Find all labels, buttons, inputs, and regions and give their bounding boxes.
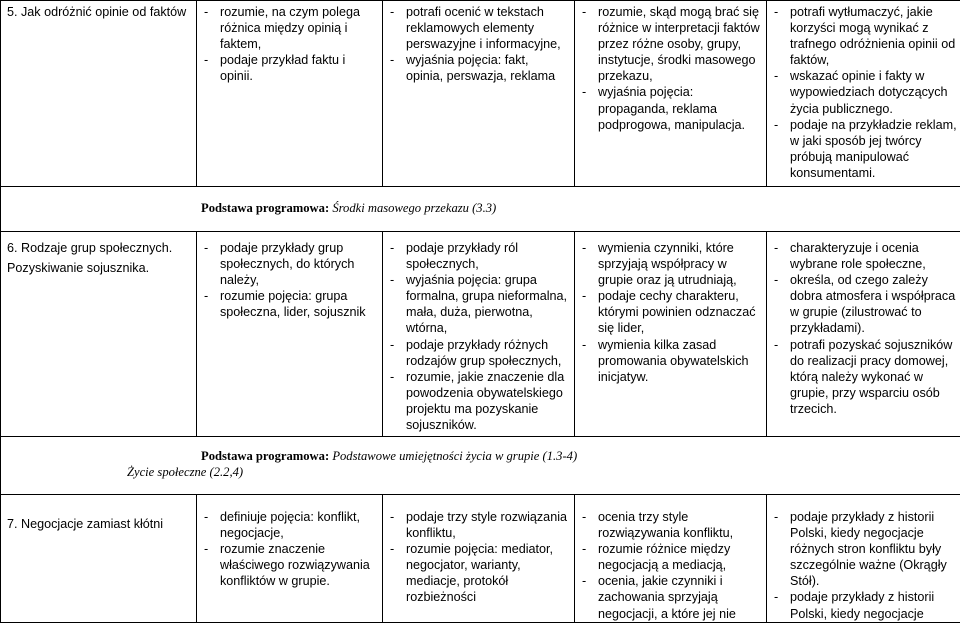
requirements-cell [383,1,575,187]
podstawa-cell [1,437,960,495]
topic-cell [1,232,197,437]
requirements-cell [197,1,383,187]
list-item: - wskazać opinie i fakty w wypowiedziach dotyczących życia publicznego. [772,68,957,116]
topic-title: 6. Rodzaje grup społecznych. [7,240,190,256]
requirements-cell [767,232,960,437]
list-item: - rozumie, jakie znaczenie dla powodzenia obywatelskiego projektu ma pozyskanie sojuszników. [388,369,569,433]
list-item: - ocenia trzy style rozwiązywania konfliktu, [580,509,761,541]
list-item: - podaje przykład faktu i opinii. [202,52,377,84]
list-item: - wyjaśnia pojęcia: propaganda, reklama podprogowa, manipulacja. [580,84,761,132]
requirements-cell [383,495,575,623]
list-item: - potrafi ocenić w tekstach reklamowych elementy perswazyjne i informacyjne, [388,4,569,52]
podstawa-text: Podstawowe umiejętności życia w grupie (1.3-4) [332,449,577,463]
requirements-cell [383,232,575,437]
podstawa-label: Podstawa programowa: [201,449,329,463]
list-item: - rozumie, skąd mogą brać się różnice w interpretacji faktów przez różne osoby, grupy, instytucje, środki masowego przekazu, [580,4,761,84]
topic-subtitle: Pozyskiwanie sojusznika. [7,260,190,276]
list-item: - podaje na przykładzie reklam, w jaki sposób jej twórcy próbują manipulować konsumentami. [772,117,957,181]
table-row [1,495,960,623]
requirements-cell [767,1,960,187]
list-item: - rozumie, na czym polega różnica między opinią i faktem, [202,4,377,52]
requirements-cell [767,495,960,623]
list-item: - podaje przykłady z historii Polski, kiedy negocjacje różnych stron konfliktu były szczególnie ważne (Okrągły Stół). [772,509,957,589]
list-item: - rozumie znaczenie właściwego rozwiązywania konfliktów w grupie. [202,541,377,589]
list-item: - definiuje pojęcia: konflikt, negocjacje, [202,509,377,541]
topic-cell [1,495,197,623]
list-item: - wymienia kilka zasad promowania obywatelskich inicjatyw. [580,337,761,385]
list-item: - podaje przykłady różnych rodzajów grup społecznych, [388,337,569,369]
requirements-cell [575,232,767,437]
list-item: - podaje przykłady ról społecznych, [388,240,569,272]
podstawa-label: Podstawa programowa: [201,201,329,215]
list-item: - wymienia czynniki, które sprzyjają współpracy w grupie oraz ją utrudniają, [580,240,761,288]
requirements-cell [197,232,383,437]
requirements-cell [197,495,383,623]
podstawa-text: Życie społeczne (2.2,4) [127,465,243,479]
topic-title: 7. Negocjacje zamiast kłótni [7,516,190,532]
requirements-cell [575,495,767,623]
list-item: - podaje przykłady z historii Polski, kiedy negocjacje [772,589,957,621]
list-item: - rozumie pojęcia: mediator, negocjator, warianty, mediacje, protokół rozbieżności [388,541,569,605]
list-item: - charakteryzuje i ocenia wybrane role społeczne, [772,240,957,272]
topic-title: 5. Jak odróżnić opinie od faktów [7,4,190,20]
list-item: - wyjaśnia pojęcia: fakt, opinia, perswazja, reklama [388,52,569,84]
list-item: - potrafi wytłumaczyć, jakie korzyści mogą wynikać z trafnego odróżnienia opinii od faktów, [772,4,957,68]
podstawa-text: Środki masowego przekazu (3.3) [332,201,496,215]
table-row [1,1,960,187]
podstawa-row [1,437,960,495]
list-item: - rozumie pojęcia: grupa społeczna, lider, sojusznik [202,288,377,320]
topic-cell [1,1,197,187]
list-item: - podaje cechy charakteru, którymi powinien odznaczać się lider, [580,288,761,336]
list-item: - wyjaśnia pojęcia: grupa formalna, grupa nieformalna, mała, duża, pierwotna, wtórna, [388,272,569,336]
requirements-cell [575,1,767,187]
podstawa-row [1,187,960,232]
list-item: - podaje trzy style rozwiązania konfliktu, [388,509,569,541]
list-item: - potrafi pozyskać sojuszników do realizacji pracy domowej, którą należy wykonać w grupie, przy wsparciu osób trzecich. [772,337,957,417]
list-item: - określa, od czego zależy dobra atmosfera i współpraca w grupie (zilustrować to przykładami). [772,272,957,336]
list-item: - rozumie różnice między negocjacją a mediacją, [580,541,761,573]
podstawa-cell [1,187,960,232]
list-item: - ocenia, jakie czynniki i zachowania sprzyjają negocjacji, a które jej nie [580,573,761,621]
list-item: - podaje przykłady grup społecznych, do których należy, [202,240,377,288]
table-row [1,232,960,437]
